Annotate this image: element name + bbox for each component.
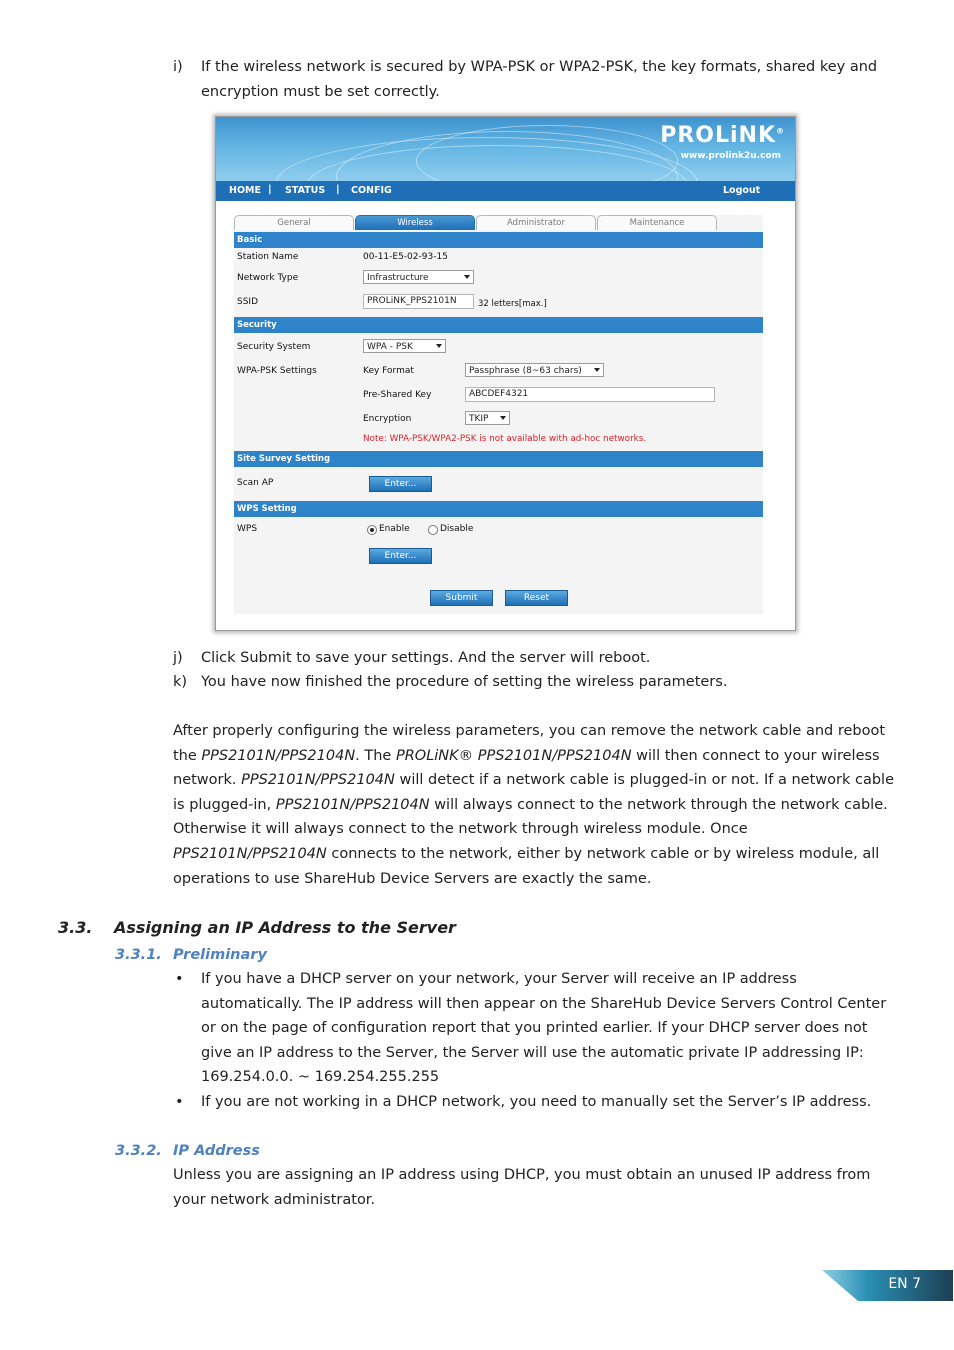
bullet-icon: •	[175, 971, 184, 987]
tab-maintenance[interactable]: Maintenance	[597, 215, 717, 230]
product-name: PPS2101N/PPS2104N	[173, 845, 327, 862]
section-site-survey-title: Site Survey Setting	[234, 451, 763, 467]
chevron-down-icon	[436, 344, 442, 348]
section-security-title: Security	[234, 317, 763, 333]
adhoc-note: Note: WPA-PSK/WPA2-PSK is not available with ad-hoc networks.	[363, 434, 647, 444]
nav-home[interactable]: HOME	[229, 185, 261, 196]
wps-disable-radio[interactable]	[428, 525, 438, 535]
pre-shared-key-label: Pre-Shared Key	[363, 390, 432, 400]
subsection-number: 3.3.1.	[115, 947, 162, 963]
bullet-icon: •	[175, 1094, 184, 1110]
nav-status[interactable]: STATUS	[285, 185, 326, 196]
section-title: Assigning an IP Address to the Server	[114, 918, 456, 937]
product-name: PPS2101N/PPS2104N	[241, 772, 395, 789]
tab-wireless[interactable]: Wireless	[355, 215, 475, 230]
logo-reg: ®	[776, 126, 785, 136]
nav-separator: |	[336, 184, 340, 195]
para-text: will always connect to the network through the network cable. Otherwise it will always connect to the network through wireless module. Once	[173, 796, 888, 838]
after-config-paragraph	[173, 719, 898, 891]
network-type-label: Network Type	[237, 273, 299, 283]
wps-disable-label: Disable	[440, 524, 474, 534]
subsection-title: Preliminary	[173, 947, 267, 963]
ssid-hint: 32 letters[max.]	[478, 299, 547, 309]
key-format-select[interactable]	[465, 363, 604, 377]
step-k-text: You have now finished the procedure of setting the wireless parameters.	[201, 674, 728, 690]
chevron-down-icon	[594, 368, 600, 372]
banner	[216, 117, 795, 181]
para-text: . The	[355, 747, 396, 764]
section-basic-title: Basic	[234, 232, 763, 248]
site-url: www.prolink2u.com	[680, 151, 781, 161]
step-i-marker: i)	[173, 59, 183, 75]
wps-enter-button[interactable]: Enter...	[369, 548, 432, 564]
wps-enable-radio[interactable]	[367, 525, 377, 535]
tab-general[interactable]: General	[234, 215, 354, 230]
encryption-value: TKIP	[469, 414, 489, 424]
security-system-value: WPA - PSK	[367, 342, 413, 352]
para-text: connects to the network, either by network cable or by wireless module, all operations to use ShareHub Device Servers are exactly the same.	[173, 845, 880, 887]
ip-address-paragraph: Unless you are assigning an IP address using DHCP, you must obtain an unused IP address from your network administrator.	[173, 1167, 871, 1208]
chevron-down-icon	[500, 416, 506, 420]
step-i-text: If the wireless network is secured by WPA-PSK or WPA2-PSK, the key formats, shared key and encryption must be set correctly.	[201, 59, 878, 100]
product-name: PPS2101N/PPS2104N	[275, 796, 430, 813]
wps-enable-label: Enable	[379, 524, 410, 534]
prolink-logo	[660, 123, 785, 148]
page-number: EN 7	[888, 1276, 921, 1292]
chevron-down-icon	[464, 275, 470, 279]
config-content	[234, 215, 763, 614]
page-number-tab	[822, 1270, 953, 1301]
subsection-title: IP Address	[173, 1143, 260, 1159]
step-k-marker: k)	[173, 674, 188, 690]
station-name-value: 00-11-E5-02-93-15	[363, 252, 448, 262]
nav-bar	[216, 181, 795, 201]
security-system-select[interactable]	[363, 339, 446, 353]
submit-button[interactable]: Submit	[430, 590, 493, 606]
bullet-dhcp: If you have a DHCP server on your network, your Server will receive an IP address automatically. The IP address will then appear on the ShareHub Device Servers Control Center or on the page of configuration report that you printed earlier. If your DHCP server does not give an IP address to the Server, the Server will use the automatic private IP addressing IP: 169.254.0.0. ~ 169.254.255.255	[201, 971, 887, 1086]
nav-config[interactable]: CONFIG	[351, 185, 392, 196]
config-screenshot	[215, 116, 796, 631]
tab-administrator[interactable]: Administrator	[476, 215, 596, 230]
nav-logout[interactable]: Logout	[723, 185, 761, 196]
network-type-value: Infrastructure	[367, 273, 429, 283]
para-text: After properly configuring the wireless parameters, you can remove the network cable and reboot the	[173, 723, 886, 764]
ssid-label: SSID	[237, 297, 259, 307]
encryption-select[interactable]	[465, 411, 510, 425]
para-text: will then connect to your wireless network.	[173, 747, 880, 789]
step-j-marker: j)	[173, 650, 183, 666]
key-format-label: Key Format	[363, 366, 414, 376]
product-name: PPS2101N/PPS2104N	[201, 747, 356, 764]
subsection-number: 3.3.2.	[115, 1143, 162, 1159]
para-text: will detect if a network cable is plugged-in or not. If a network cable is plugged-in,	[173, 772, 894, 813]
key-format-value: Passphrase (8~63 chars)	[469, 366, 582, 376]
wpa-psk-settings-label: WPA-PSK Settings	[237, 366, 317, 376]
encryption-label: Encryption	[363, 414, 412, 424]
network-type-select[interactable]	[363, 270, 474, 284]
scan-ap-enter-button[interactable]: Enter...	[369, 476, 432, 492]
pre-shared-key-input[interactable]: ABCDEF4321	[465, 387, 715, 402]
bullet-no-dhcp: If you are not working in a DHCP network, you need to manually set the Server’s IP address.	[201, 1094, 872, 1110]
wps-label: WPS	[237, 524, 258, 534]
section-number: 3.3.	[58, 918, 93, 937]
step-j-text: Click Submit to save your settings. And the server will reboot.	[201, 650, 651, 666]
reset-button[interactable]: Reset	[505, 590, 568, 606]
section-wps-title: WPS Setting	[234, 501, 763, 517]
ssid-input[interactable]: PROLiNK_PPS2101N	[363, 294, 474, 309]
scan-ap-label: Scan AP	[237, 478, 274, 488]
station-name-label: Station Name	[237, 252, 299, 262]
logo-text: PROLiNK	[660, 123, 776, 148]
nav-separator: |	[268, 184, 272, 195]
product-name: PROLiNK® PPS2101N/PPS2104N	[395, 747, 632, 764]
security-system-label: Security System	[237, 342, 311, 352]
